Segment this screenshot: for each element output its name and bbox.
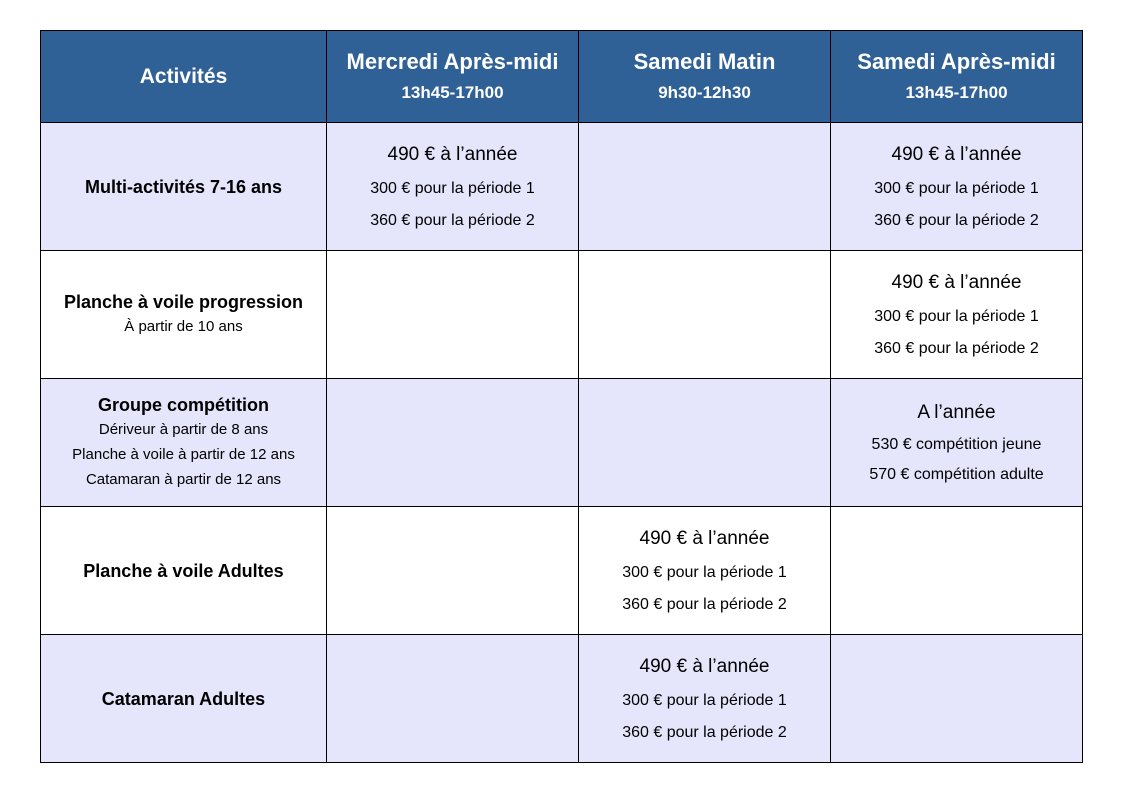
price-main: 490 € à l’année bbox=[387, 143, 518, 165]
price-cell bbox=[831, 251, 1083, 379]
activity-cell bbox=[41, 251, 327, 379]
price-cell bbox=[327, 123, 579, 251]
table-row bbox=[41, 507, 1083, 635]
header-col-title: Mercredi Après-midi bbox=[346, 48, 559, 74]
header-activities bbox=[41, 31, 327, 123]
price-line: 300 € pour la période 1 bbox=[874, 307, 1039, 325]
price-main: A l’année bbox=[917, 401, 996, 423]
price-cell-empty bbox=[327, 507, 579, 635]
price-main: 490 € à l’année bbox=[639, 655, 770, 677]
header-activities-label: Activités bbox=[139, 64, 228, 88]
price-line: 530 € compétition jeune bbox=[871, 435, 1042, 453]
price-line: 360 € pour la période 2 bbox=[622, 595, 787, 613]
price-line: 360 € pour la période 2 bbox=[622, 723, 787, 741]
activity-subtitle: Dériveur à partir de 8 ans bbox=[98, 421, 269, 438]
price-line: 360 € pour la période 2 bbox=[874, 339, 1039, 357]
activity-cell bbox=[41, 379, 327, 507]
header-col-saturday-am bbox=[579, 31, 831, 123]
activity-name: Groupe compétition bbox=[98, 395, 269, 415]
price-line: 360 € pour la période 2 bbox=[874, 211, 1039, 229]
activity-name: Multi-activités 7-16 ans bbox=[84, 176, 283, 197]
price-main: 490 € à l’année bbox=[891, 143, 1022, 165]
price-cell-empty bbox=[327, 635, 579, 763]
activity-cell bbox=[41, 635, 327, 763]
activity-subtitle: À partir de 10 ans bbox=[124, 318, 243, 335]
price-line: 300 € pour la période 1 bbox=[370, 179, 535, 197]
price-cell-empty bbox=[579, 123, 831, 251]
header-col-title: Samedi Après-midi bbox=[857, 48, 1056, 74]
price-cell-empty bbox=[579, 379, 831, 507]
price-cell bbox=[579, 507, 831, 635]
activity-subtitle: Planche à voile à partir de 12 ans bbox=[72, 446, 295, 463]
header-col-time: 13h45-17h00 bbox=[401, 82, 504, 102]
price-line: 360 € pour la période 2 bbox=[370, 211, 535, 229]
header-row bbox=[41, 31, 1083, 123]
price-cell-empty bbox=[579, 251, 831, 379]
price-cell-empty bbox=[831, 635, 1083, 763]
header-col-time: 9h30-12h30 bbox=[658, 82, 751, 102]
table-row bbox=[41, 379, 1083, 507]
header-col-wednesday-pm bbox=[327, 31, 579, 123]
activity-subtitle: Catamaran à partir de 12 ans bbox=[85, 471, 282, 488]
activity-name: Planche à voile progression bbox=[63, 292, 304, 312]
price-main: 490 € à l’année bbox=[639, 527, 770, 549]
header-col-title: Samedi Matin bbox=[633, 48, 776, 74]
price-line: 300 € pour la période 1 bbox=[874, 179, 1039, 197]
table-row bbox=[41, 123, 1083, 251]
activity-cell bbox=[41, 123, 327, 251]
header-col-time: 13h45-17h00 bbox=[905, 82, 1008, 102]
price-line: 570 € compétition adulte bbox=[869, 465, 1044, 483]
header-col-saturday-pm bbox=[831, 31, 1083, 123]
price-cell bbox=[831, 123, 1083, 251]
price-line: 300 € pour la période 1 bbox=[622, 691, 787, 709]
activity-cell bbox=[41, 507, 327, 635]
table-row bbox=[41, 635, 1083, 763]
price-cell bbox=[831, 379, 1083, 507]
table-row bbox=[41, 251, 1083, 379]
price-cell-empty bbox=[327, 251, 579, 379]
price-cell bbox=[579, 635, 831, 763]
activity-name: Catamaran Adultes bbox=[101, 688, 266, 709]
price-cell-empty bbox=[327, 379, 579, 507]
price-cell-empty bbox=[831, 507, 1083, 635]
price-line: 300 € pour la période 1 bbox=[622, 563, 787, 581]
pricing-table bbox=[40, 30, 1083, 763]
price-main: 490 € à l’année bbox=[891, 271, 1022, 293]
activity-name: Planche à voile Adultes bbox=[83, 560, 284, 581]
